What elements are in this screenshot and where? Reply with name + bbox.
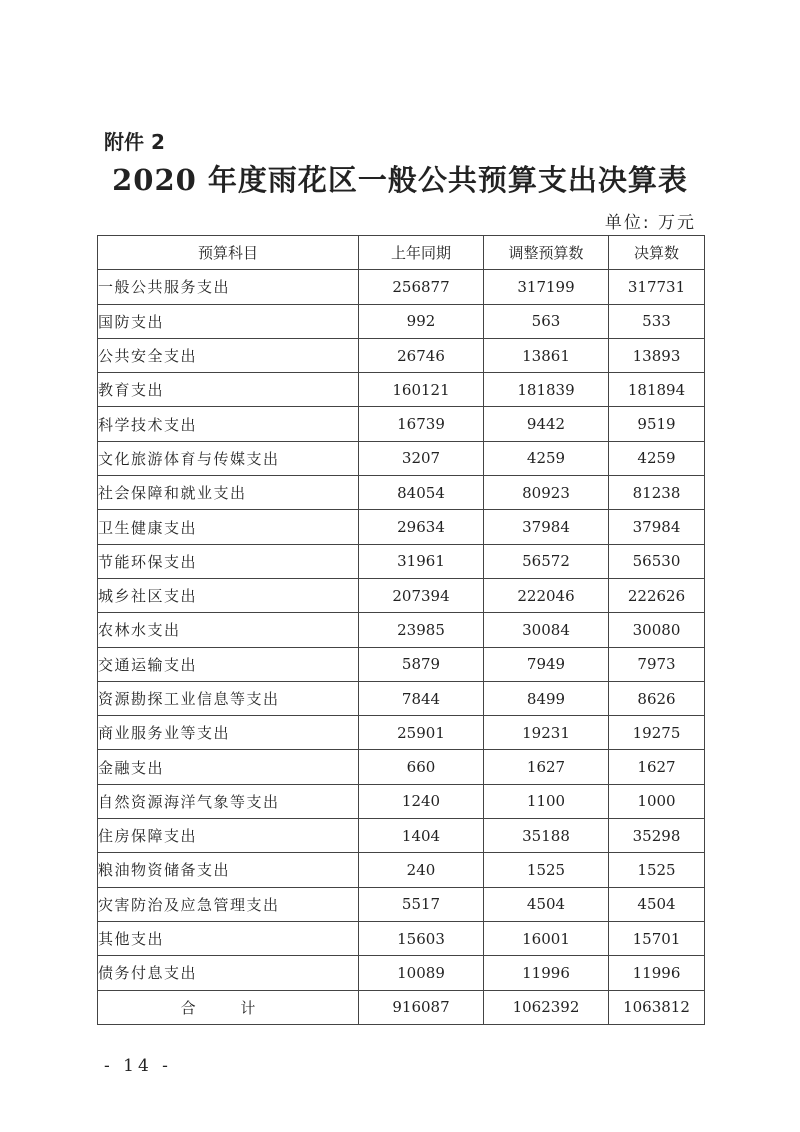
adjusted-budget-cell: 181839: [484, 373, 609, 407]
adjusted-budget-cell: 317199: [484, 270, 609, 304]
total-label: 合 计: [98, 990, 359, 1024]
adjusted-budget-cell: 13861: [484, 338, 609, 372]
adjusted-budget-cell: 19231: [484, 716, 609, 750]
previous-year-cell: 992: [359, 304, 484, 338]
table-row: [98, 578, 705, 612]
total-adjusted-budget: 1062392: [484, 990, 609, 1024]
subject-cell: 文化旅游体育与传媒支出: [98, 441, 359, 475]
adjusted-budget-cell: 4259: [484, 441, 609, 475]
previous-year-cell: 5879: [359, 647, 484, 681]
previous-year-cell: 84054: [359, 476, 484, 510]
previous-year-cell: 207394: [359, 578, 484, 612]
final-account-cell: 222626: [609, 578, 705, 612]
final-account-cell: 9519: [609, 407, 705, 441]
previous-year-cell: 15603: [359, 921, 484, 955]
final-account-cell: 30080: [609, 613, 705, 647]
table-row: [98, 956, 705, 990]
subject-cell: 国防支出: [98, 304, 359, 338]
final-account-cell: 19275: [609, 716, 705, 750]
subject-cell: 金融支出: [98, 750, 359, 784]
previous-year-cell: 1240: [359, 784, 484, 818]
final-account-cell: 4504: [609, 887, 705, 921]
table-row: [98, 819, 705, 853]
table-row: [98, 544, 705, 578]
table-row: [98, 750, 705, 784]
adjusted-budget-cell: 80923: [484, 476, 609, 510]
previous-year-cell: 660: [359, 750, 484, 784]
table-row: [98, 887, 705, 921]
adjusted-budget-cell: 37984: [484, 510, 609, 544]
previous-year-cell: 3207: [359, 441, 484, 475]
final-account-cell: 15701: [609, 921, 705, 955]
final-account-cell: 181894: [609, 373, 705, 407]
unit-label: 单位: 万元: [604, 213, 696, 233]
final-account-cell: 1000: [609, 784, 705, 818]
subject-cell: 商业服务业等支出: [98, 716, 359, 750]
column-header-subject: 预算科目: [98, 236, 359, 270]
adjusted-budget-cell: 563: [484, 304, 609, 338]
header-row: [98, 236, 705, 270]
subject-cell: 一般公共服务支出: [98, 270, 359, 304]
previous-year-cell: 26746: [359, 338, 484, 372]
subject-cell: 城乡社区支出: [98, 578, 359, 612]
table-row: [98, 441, 705, 475]
final-account-cell: 8626: [609, 681, 705, 715]
subject-cell: 节能环保支出: [98, 544, 359, 578]
subject-cell: 住房保障支出: [98, 819, 359, 853]
table-row: [98, 304, 705, 338]
table-footer: [98, 990, 705, 1024]
adjusted-budget-cell: 30084: [484, 613, 609, 647]
previous-year-cell: 240: [359, 853, 484, 887]
previous-year-cell: 25901: [359, 716, 484, 750]
adjusted-budget-cell: 9442: [484, 407, 609, 441]
final-account-cell: 7973: [609, 647, 705, 681]
previous-year-cell: 7844: [359, 681, 484, 715]
previous-year-cell: 10089: [359, 956, 484, 990]
attachment-label: 附件 2: [104, 130, 165, 154]
adjusted-budget-cell: 4504: [484, 887, 609, 921]
adjusted-budget-cell: 35188: [484, 819, 609, 853]
adjusted-budget-cell: 16001: [484, 921, 609, 955]
final-account-cell: 533: [609, 304, 705, 338]
table-row: [98, 681, 705, 715]
column-header-final-account: 决算数: [609, 236, 705, 270]
final-account-cell: 4259: [609, 441, 705, 475]
subject-cell: 其他支出: [98, 921, 359, 955]
table-row: [98, 476, 705, 510]
adjusted-budget-cell: 11996: [484, 956, 609, 990]
previous-year-cell: 5517: [359, 887, 484, 921]
adjusted-budget-cell: 56572: [484, 544, 609, 578]
final-account-cell: 81238: [609, 476, 705, 510]
adjusted-budget-cell: 1525: [484, 853, 609, 887]
previous-year-cell: 256877: [359, 270, 484, 304]
table-row: [98, 921, 705, 955]
subject-cell: 社会保障和就业支出: [98, 476, 359, 510]
table-row: [98, 853, 705, 887]
subject-cell: 公共安全支出: [98, 338, 359, 372]
subject-cell: 交通运输支出: [98, 647, 359, 681]
subject-cell: 灾害防治及应急管理支出: [98, 887, 359, 921]
subject-cell: 农林水支出: [98, 613, 359, 647]
table-row: [98, 784, 705, 818]
previous-year-cell: 16739: [359, 407, 484, 441]
previous-year-cell: 160121: [359, 373, 484, 407]
adjusted-budget-cell: 1627: [484, 750, 609, 784]
table-row: [98, 613, 705, 647]
budget-table: [97, 235, 705, 1025]
total-row: [98, 990, 705, 1024]
final-account-cell: 317731: [609, 270, 705, 304]
final-account-cell: 13893: [609, 338, 705, 372]
total-previous-year: 916087: [359, 990, 484, 1024]
subject-cell: 科学技术支出: [98, 407, 359, 441]
subject-cell: 卫生健康支出: [98, 510, 359, 544]
page-title: 2020 年度雨花区一般公共预算支出决算表: [112, 163, 688, 197]
table-row: [98, 716, 705, 750]
table-row: [98, 373, 705, 407]
adjusted-budget-cell: 1100: [484, 784, 609, 818]
final-account-cell: 56530: [609, 544, 705, 578]
page-number: - 14 -: [104, 1056, 172, 1076]
adjusted-budget-cell: 7949: [484, 647, 609, 681]
table-row: [98, 407, 705, 441]
table-body: [98, 270, 705, 990]
final-account-cell: 11996: [609, 956, 705, 990]
column-header-previous-year: 上年同期: [359, 236, 484, 270]
total-final-account: 1063812: [609, 990, 705, 1024]
table-row: [98, 647, 705, 681]
subject-cell: 债务付息支出: [98, 956, 359, 990]
table-row: [98, 338, 705, 372]
adjusted-budget-cell: 8499: [484, 681, 609, 715]
final-account-cell: 35298: [609, 819, 705, 853]
subject-cell: 资源勘探工业信息等支出: [98, 681, 359, 715]
subject-cell: 教育支出: [98, 373, 359, 407]
previous-year-cell: 23985: [359, 613, 484, 647]
final-account-cell: 37984: [609, 510, 705, 544]
final-account-cell: 1525: [609, 853, 705, 887]
table-header: [98, 236, 705, 270]
table-row: [98, 270, 705, 304]
previous-year-cell: 29634: [359, 510, 484, 544]
subject-cell: 粮油物资储备支出: [98, 853, 359, 887]
previous-year-cell: 31961: [359, 544, 484, 578]
table-row: [98, 510, 705, 544]
previous-year-cell: 1404: [359, 819, 484, 853]
subject-cell: 自然资源海洋气象等支出: [98, 784, 359, 818]
column-header-adjusted-budget: 调整预算数: [484, 236, 609, 270]
adjusted-budget-cell: 222046: [484, 578, 609, 612]
final-account-cell: 1627: [609, 750, 705, 784]
